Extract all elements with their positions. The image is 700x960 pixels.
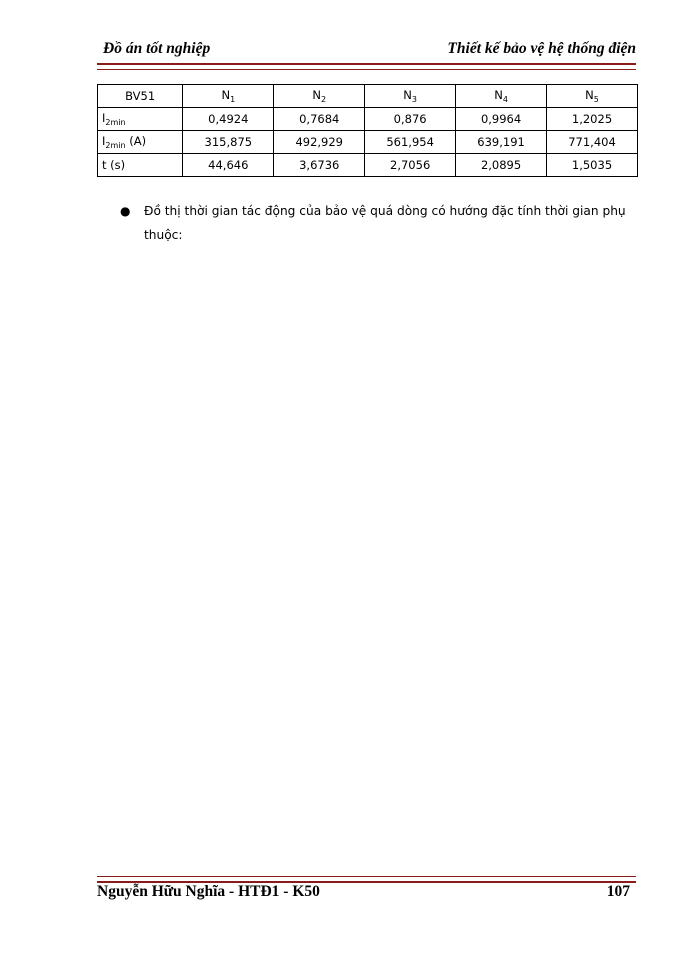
table-cell: 561,954 (365, 131, 456, 154)
table-header-cell: $N_3$ (365, 85, 456, 108)
table-cell: 639,191 (456, 131, 547, 154)
row-label: $I_{2min}$ (98, 108, 183, 131)
header-title-right: Thiết kế bảo vệ hệ thống điện (447, 40, 636, 57)
table-header-cell: $N_2$ (274, 85, 365, 108)
table-cell: 0,7684 (274, 108, 365, 131)
row-label: t (s) (98, 154, 183, 177)
bullet-item (120, 199, 645, 247)
page-header (97, 40, 636, 62)
table-cell: 0,876 (365, 108, 456, 131)
table-cell: 44,646 (183, 154, 274, 177)
table-header-cell: $N_4$ (456, 85, 547, 108)
table-cell: 771,404 (547, 131, 638, 154)
page-number: 107 (606, 883, 630, 900)
footer-rule (97, 876, 636, 883)
table-cell: 1,2025 (547, 108, 638, 131)
table-header-row (98, 85, 638, 108)
table-cell: 315,875 (183, 131, 274, 154)
table-cell: 492,929 (274, 131, 365, 154)
bullet-icon: ● (120, 204, 131, 218)
table-header-cell: $N_5$ (547, 85, 638, 108)
table-row (98, 131, 638, 154)
table-row (98, 154, 638, 177)
table-cell: 2,7056 (365, 154, 456, 177)
footer-author: Nguyễn Hữu Nghĩa - HTĐ1 - K50 (97, 883, 320, 900)
table-cell: 0,9964 (456, 108, 547, 131)
data-table (97, 84, 638, 177)
table-row (98, 108, 638, 131)
header-title-left: Đồ án tốt nghiệp (103, 40, 211, 57)
bullet-text: Đồ thị thời gian tác động của bảo vệ quá dòng có hướng đặc tính thời gian phụ thuộc: (144, 204, 626, 242)
row-label: $I_{2min}$ (A) (98, 131, 183, 154)
table-cell: 2,0895 (456, 154, 547, 177)
table-cell: 3,6736 (274, 154, 365, 177)
table-header-cell: BV51 (98, 85, 183, 108)
table-cell: 0,4924 (183, 108, 274, 131)
header-rule (97, 63, 636, 70)
table-cell: 1,5035 (547, 154, 638, 177)
table-header-cell: $N_1$ (183, 85, 274, 108)
